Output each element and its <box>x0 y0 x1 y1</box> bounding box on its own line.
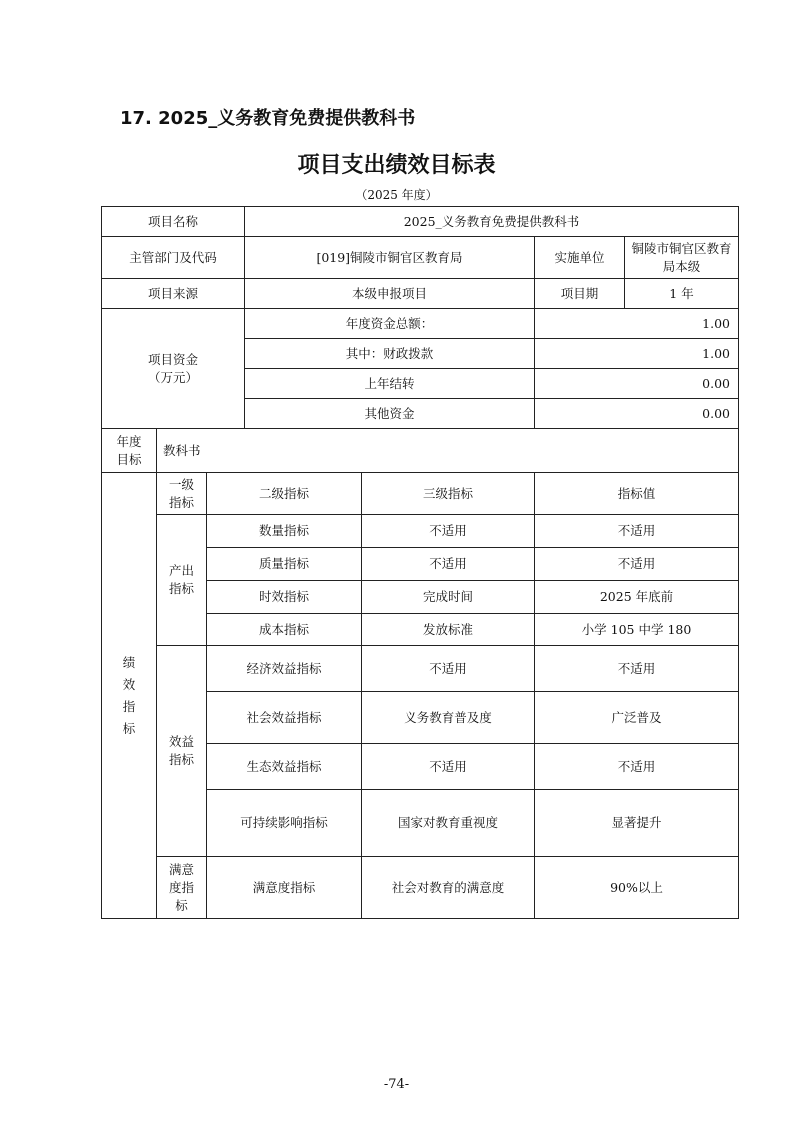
indicator-value: 不适用 <box>535 646 739 692</box>
benefit-label <box>157 646 207 857</box>
indicator-value: 不适用 <box>535 744 739 790</box>
indicator-l2: 成本指标 <box>207 614 362 646</box>
indicator-l2: 时效指标 <box>207 581 362 614</box>
funds-row-label: 其他资金 <box>245 399 535 429</box>
indicator-l3: 发放标准 <box>362 614 535 646</box>
row-satisfaction <box>102 857 739 919</box>
funds-row-label: 上年结转 <box>245 369 535 399</box>
header-value: 指标值 <box>535 473 739 515</box>
indicator-value: 显著提升 <box>535 790 739 857</box>
header-l1-line2: 指标 <box>168 494 194 510</box>
indicator-value: 不适用 <box>535 515 739 548</box>
perf-label-char: 绩 <box>122 654 136 670</box>
indicator-l2: 可持续影响指标 <box>207 790 362 857</box>
indicator-l2: 满意度指标 <box>207 857 362 919</box>
row-project-name <box>102 207 739 237</box>
performance-table <box>101 206 739 919</box>
output-label-line1: 产出 <box>168 563 194 578</box>
row-perf-header <box>102 473 739 515</box>
indicator-l3: 完成时间 <box>362 581 535 614</box>
funds-label-line2: （万元） <box>147 369 198 385</box>
goal-text: 教科书 <box>157 429 739 473</box>
funds-row-value: 0.00 <box>535 399 739 429</box>
output-label <box>157 515 207 646</box>
row-department <box>102 237 739 279</box>
indicator-l2: 数量指标 <box>207 515 362 548</box>
perf-label-char: 指 <box>122 698 136 714</box>
page-number: -74- <box>383 1077 410 1092</box>
header-l3: 三级指标 <box>362 473 535 515</box>
year-note: （2025 年度） <box>355 188 438 202</box>
row-output-quantity <box>102 515 739 548</box>
page-title: 项目支出绩效目标表 <box>297 153 496 178</box>
source-value: 本级申报项目 <box>245 279 535 309</box>
satisfaction-label-line3: 标 <box>175 897 188 913</box>
benefit-label-line1: 效益 <box>168 734 194 749</box>
row-annual-goal <box>102 429 739 473</box>
indicator-value: 2025 年底前 <box>535 581 739 614</box>
indicator-l2: 经济效益指标 <box>207 646 362 692</box>
benefit-label-line2: 指标 <box>168 752 194 767</box>
project-name-value: 2025_义务教育免费提供教科书 <box>245 207 739 237</box>
indicator-value: 不适用 <box>535 548 739 581</box>
indicator-l2: 生态效益指标 <box>207 744 362 790</box>
indicator-l3: 不适用 <box>362 744 535 790</box>
project-name-label: 项目名称 <box>102 207 245 237</box>
dept-label: 主管部门及代码 <box>102 237 245 279</box>
indicator-l3: 社会对教育的满意度 <box>362 857 535 919</box>
indicator-l3: 国家对教育重视度 <box>362 790 535 857</box>
funds-row-label: 其中：财政拨款 <box>245 339 535 369</box>
funds-row-value: 0.00 <box>535 369 739 399</box>
satisfaction-label-line2: 度指 <box>168 879 194 895</box>
satisfaction-label-line1: 满意 <box>168 861 194 877</box>
perf-label <box>102 473 157 919</box>
impl-value: 铜陵市铜官区教育局本级 <box>625 237 739 279</box>
row-funds-total <box>102 309 739 339</box>
section-heading: 17. 2025_义务教育免费提供教科书 <box>120 108 416 129</box>
goal-label <box>102 429 157 473</box>
header-l2: 二级指标 <box>207 473 362 515</box>
goal-label-line2: 目标 <box>116 451 142 467</box>
header-l1-line1: 一级 <box>168 476 194 492</box>
indicator-value: 广泛普及 <box>535 692 739 744</box>
header-l1 <box>157 473 207 515</box>
indicator-value: 90%以上 <box>535 857 739 919</box>
indicator-l3: 义务教育普及度 <box>362 692 535 744</box>
indicator-l3: 不适用 <box>362 646 535 692</box>
funds-label-line1: 项目资金 <box>147 351 198 367</box>
indicator-l3: 不适用 <box>362 515 535 548</box>
indicator-l2: 社会效益指标 <box>207 692 362 744</box>
funds-row-value: 1.00 <box>535 339 739 369</box>
indicator-value: 小学 105 中学 180 <box>535 614 739 646</box>
satisfaction-label <box>157 857 207 919</box>
period-label: 项目期 <box>535 279 625 309</box>
funds-row-label: 年度资金总额： <box>245 309 535 339</box>
impl-label: 实施单位 <box>535 237 625 279</box>
goal-label-line1: 年度 <box>116 433 142 449</box>
row-benefit-economic <box>102 646 739 692</box>
output-label-line2: 指标 <box>168 581 194 596</box>
funds-label <box>102 309 245 429</box>
source-label: 项目来源 <box>102 279 245 309</box>
row-source <box>102 279 739 309</box>
perf-label-char: 效 <box>122 676 136 692</box>
indicator-l3: 不适用 <box>362 548 535 581</box>
indicator-l2: 质量指标 <box>207 548 362 581</box>
funds-row-value: 1.00 <box>535 309 739 339</box>
period-value: 1 年 <box>625 279 739 309</box>
dept-value: [019]铜陵市铜官区教育局 <box>245 237 535 279</box>
perf-label-char: 标 <box>122 720 136 736</box>
